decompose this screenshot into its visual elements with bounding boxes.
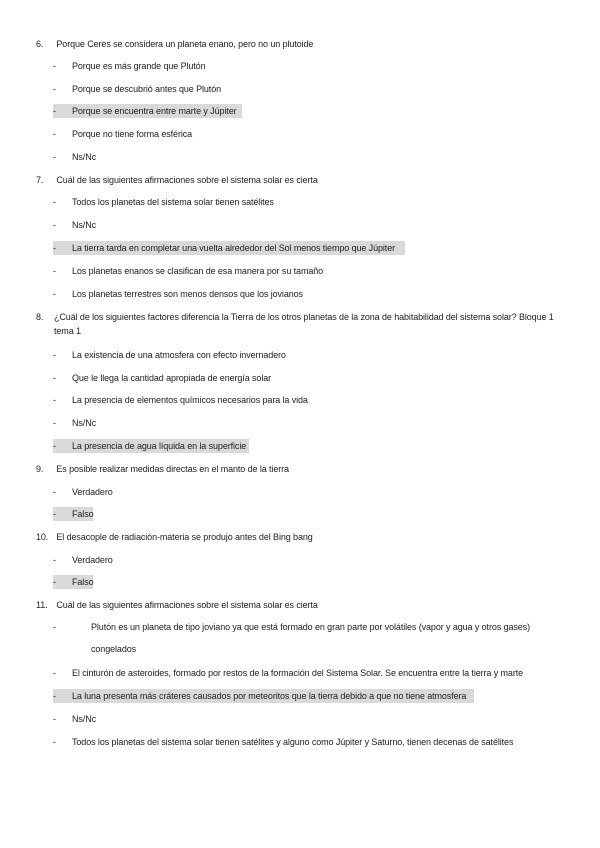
answer-text: El cinturón de asteroides, formado por restos de la formación del Sistema Solar. Se encuentra entre la tierra y marte xyxy=(72,668,524,678)
bullet-dash: - xyxy=(53,577,56,587)
bullet-dash: - xyxy=(53,61,56,71)
answer-text: Plutón es un planeta de tipo joviano ya que está formado en gran parte por volátiles (vapor y agua y otros gases) congelados xyxy=(91,622,530,654)
question-6 xyxy=(36,37,566,51)
bullet-dash: - xyxy=(53,487,56,497)
bullet-dash: - xyxy=(53,197,56,207)
bullet-dash: - xyxy=(53,129,56,139)
bullet-dash: - xyxy=(53,441,56,451)
answer-text: Que le llega la cantidad apropiada de energía solar xyxy=(72,373,272,383)
question-text: El desacople de radiación-materia se produjo antes del Bing bang xyxy=(56,532,313,542)
bullet-dash: - xyxy=(53,668,56,678)
answer-text: Verdadero xyxy=(72,487,113,497)
answer-text: Ns/Nc xyxy=(72,714,96,724)
bullet-dash: - xyxy=(53,350,56,360)
question-text: Cuál de las siguientes afirmaciones sobre el sistema solar es cierta xyxy=(56,600,318,610)
answer-text: Porque no tiene forma esférica xyxy=(72,129,193,139)
answer-text: Los planetas enanos se clasifican de esa manera por su tamaño xyxy=(72,266,324,276)
answer-option-highlighted xyxy=(53,507,93,521)
bullet-dash: - xyxy=(53,737,56,747)
bullet-dash: - xyxy=(53,106,56,116)
bullet-dash: - xyxy=(53,373,56,383)
question-text: ¿Cuál de los siguientes factores diferencia la Tierra de los otros planetas de la zona de habitabilidad del sistema solar? Bloque 1 tema 1 xyxy=(54,312,554,336)
answer-option-highlighted xyxy=(53,689,474,703)
bullet-dash: - xyxy=(53,418,56,428)
question-number: 6. xyxy=(36,39,44,49)
answer-option-highlighted xyxy=(53,241,405,255)
bullet-dash: - xyxy=(53,220,56,230)
bullet-dash: - xyxy=(53,714,56,724)
question-number: 10. xyxy=(36,532,49,542)
answer-text: Todos los planetas del sistema solar tienen satélites y alguno como Júpiter y Saturno, tienen decenas de satélites xyxy=(72,737,514,747)
bullet-dash: - xyxy=(53,622,56,632)
answer-text: La presencia de agua líquida en la superficie xyxy=(72,441,247,451)
answer-text: Porque se encuentra entre marte y Júpiter xyxy=(72,106,237,116)
question-number: 8. xyxy=(36,312,44,322)
answer-text: La tierra tarda en completar una vuelta alrededor del Sol menos tiempo que Júpiter xyxy=(72,243,395,253)
bullet-dash: - xyxy=(53,84,56,94)
bullet-dash: - xyxy=(53,555,56,565)
answer-text: Ns/Nc xyxy=(72,220,96,230)
question-number: 11. xyxy=(36,600,48,610)
bullet-dash: - xyxy=(53,243,56,253)
bullet-dash: - xyxy=(53,509,56,519)
question-9 xyxy=(36,462,566,476)
question-number: 9. xyxy=(36,464,44,474)
answer-text: Porque se descubrió antes que Plutón xyxy=(72,84,222,94)
question-10 xyxy=(36,530,566,544)
answer-text: Falso xyxy=(72,509,94,519)
bullet-dash: - xyxy=(53,691,56,701)
answer-option-highlighted xyxy=(53,104,242,118)
bullet-dash: - xyxy=(53,266,56,276)
bullet-dash: - xyxy=(53,395,56,405)
answer-option-highlighted xyxy=(53,575,93,589)
question-text: Porque Ceres se considera un planeta enano, pero no un plutoide xyxy=(56,39,314,49)
answer-text: Falso xyxy=(72,577,94,587)
answer-text: La existencia de una atmosfera con efecto invernadero xyxy=(72,350,286,360)
answer-text: Verdadero xyxy=(72,555,113,565)
question-number: 7. xyxy=(36,175,44,185)
bullet-dash: - xyxy=(53,289,56,299)
answer-text: Ns/Nc xyxy=(72,418,96,428)
answer-text: La presencia de elementos químicos necesarios para la vida xyxy=(72,395,308,405)
answer-option xyxy=(53,616,530,660)
bullet-dash: - xyxy=(53,152,56,162)
question-11 xyxy=(36,598,566,612)
answer-text: Los planetas terrestres son menos densos que los jovianos xyxy=(72,289,303,299)
answer-text: Porque es más grande que Plutón xyxy=(72,61,206,71)
question-text: Es posible realizar medidas directas en el manto de la tierra xyxy=(56,464,289,474)
question-7 xyxy=(36,173,566,187)
answer-text: La luna presenta más cráteres causados por meteoritos que la tierra debido a que no tiene atmosfera xyxy=(72,691,467,701)
question-text: Cuál de las siguientes afirmaciones sobre el sistema solar es cierta xyxy=(56,175,318,185)
answer-text: Ns/Nc xyxy=(72,152,96,162)
answer-option-highlighted xyxy=(53,439,249,453)
question-8 xyxy=(36,310,566,340)
answer-text: Todos los planetas del sistema solar tienen satélites xyxy=(72,197,274,207)
